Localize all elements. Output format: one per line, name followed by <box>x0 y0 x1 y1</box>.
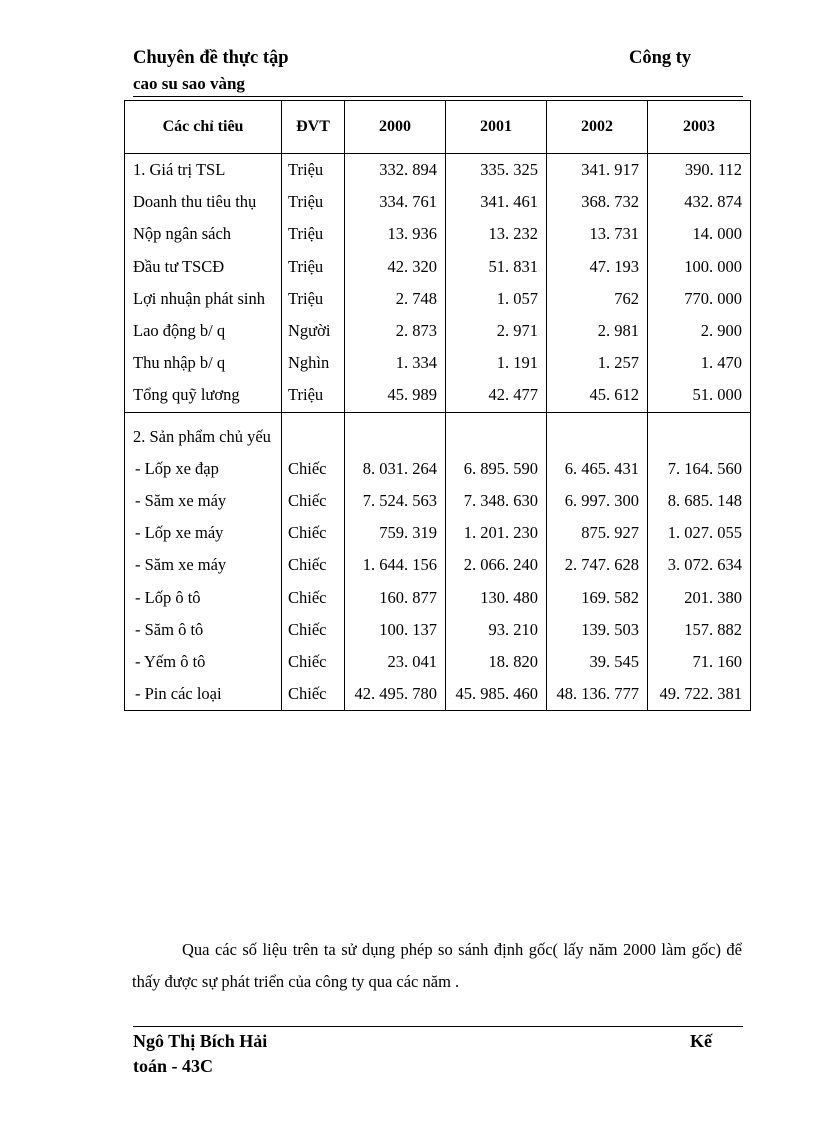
value-cell <box>345 413 445 421</box>
value-cell: 1. 201. 230 <box>463 523 538 543</box>
value-cell: 2. 981 <box>597 321 639 341</box>
unit-cell: Chiếc <box>288 491 327 511</box>
value-cell: 139. 503 <box>581 619 639 639</box>
value-cell: 1. 334 <box>395 353 437 373</box>
table-row <box>125 678 751 711</box>
footer-right: Kế <box>690 1031 712 1051</box>
value-cell: 335. 325 <box>480 160 538 179</box>
table-row <box>125 315 751 347</box>
value-cell: 6. 465. 431 <box>564 458 639 478</box>
footer-divider <box>133 1026 743 1027</box>
unit-cell: Triệu <box>288 256 324 276</box>
table-row <box>125 646 751 678</box>
value-cell: 332. 894 <box>379 160 437 179</box>
value-cell: 762 <box>614 288 639 308</box>
value-cell: 2. 066. 240 <box>463 555 538 575</box>
indicator-name: - Yếm ô tô <box>135 652 206 672</box>
table-row <box>125 379 751 412</box>
value-cell: 18. 820 <box>488 652 538 672</box>
indicator-name: - Săm xe máy <box>135 491 227 511</box>
value-cell <box>547 413 647 421</box>
footer-left: Ngô Thị Bích Hải <box>133 1031 268 1051</box>
value-cell: 157. 882 <box>684 619 742 639</box>
value-cell: 390. 112 <box>684 160 742 179</box>
value-cell: 130. 480 <box>480 587 538 607</box>
column-header: 2001 <box>446 101 547 154</box>
value-cell: 39. 545 <box>589 652 639 672</box>
unit-cell: Chiếc <box>288 523 327 543</box>
table-row <box>125 154 751 187</box>
table-row <box>125 186 751 218</box>
value-cell: 47. 193 <box>589 256 639 276</box>
value-cell: 45. 985. 460 <box>455 684 538 704</box>
value-cell: 2. 971 <box>496 321 538 341</box>
value-cell: 45. 989 <box>387 385 437 405</box>
column-header: ĐVT <box>282 101 345 154</box>
value-cell <box>648 413 750 421</box>
column-header: Các chỉ tiêu <box>125 101 282 154</box>
value-cell: 100. 000 <box>684 256 742 276</box>
value-cell: 6. 895. 590 <box>463 458 538 478</box>
value-cell: 875. 927 <box>581 523 639 543</box>
value-cell: 51. 000 <box>692 385 742 405</box>
value-cell: 13. 936 <box>387 224 437 244</box>
value-cell: 42. 477 <box>488 385 538 405</box>
statistics-table <box>124 100 751 711</box>
unit-cell: Chiếc <box>288 619 327 639</box>
indicator-name: - Lốp xe đạp <box>135 458 219 478</box>
table-header-row <box>125 101 751 154</box>
page-header <box>133 46 743 96</box>
value-cell: 368. 732 <box>581 192 639 212</box>
value-cell: 1. 191 <box>496 353 538 373</box>
value-cell: 1. 057 <box>496 288 538 308</box>
value-cell: 42. 495. 780 <box>354 684 437 704</box>
unit-cell: Triệu <box>288 224 324 244</box>
value-cell: 71. 160 <box>692 652 742 672</box>
value-cell: 14. 000 <box>692 224 742 244</box>
column-header: 2003 <box>648 101 751 154</box>
value-cell: 7. 348. 630 <box>463 491 538 511</box>
value-cell: 100. 137 <box>379 619 437 639</box>
value-cell: 160. 877 <box>379 587 437 607</box>
value-cell: 13. 232 <box>488 224 538 244</box>
value-cell: 770. 000 <box>684 288 742 308</box>
value-cell: 93. 210 <box>488 619 538 639</box>
value-cell: 432. 874 <box>684 192 742 212</box>
unit-cell: Triệu <box>288 192 324 212</box>
indicator-name: - Lốp xe máy <box>135 523 224 543</box>
value-cell: 7. 524. 563 <box>362 491 437 511</box>
value-cell <box>446 413 546 421</box>
value-cell: 8. 685. 148 <box>667 491 742 511</box>
indicator-name: Doanh thu tiêu thụ <box>133 192 257 212</box>
value-cell: 1. 470 <box>700 353 742 373</box>
unit-cell: Triệu <box>288 160 324 179</box>
table-row <box>125 582 751 614</box>
value-cell: 7. 164. 560 <box>667 458 742 478</box>
unit-cell: Chiếc <box>288 652 327 672</box>
unit-cell: Chiếc <box>288 684 327 704</box>
indicator-name: Lao động b/ q <box>133 321 226 341</box>
indicator-name: - Lốp ô tô <box>135 587 201 607</box>
footer-left-line2: toán - 43C <box>133 1056 213 1076</box>
indicator-name: 2. Sản phẩm chủ yếu <box>133 426 271 446</box>
value-cell: 49. 722. 381 <box>659 684 742 704</box>
unit-cell: Người <box>288 321 331 341</box>
unit-cell: Chiếc <box>288 587 327 607</box>
value-cell: 1. 027. 055 <box>667 523 742 543</box>
value-cell: 201. 380 <box>684 587 742 607</box>
table-row <box>125 218 751 250</box>
value-cell: 13. 731 <box>589 224 639 244</box>
table-row <box>125 412 751 453</box>
unit-cell: Triệu <box>288 385 324 405</box>
unit-cell: Chiếc <box>288 555 327 575</box>
value-cell: 1. 257 <box>597 353 639 373</box>
indicator-name: 1. Giá trị TSL <box>133 160 226 179</box>
indicator-name: Lợi nhuận phát sinh <box>133 288 265 308</box>
value-cell: 334. 761 <box>379 192 437 212</box>
value-cell: 45. 612 <box>589 385 639 405</box>
indicator-name: Thu nhập b/ q <box>133 353 226 373</box>
value-cell: 169. 582 <box>581 587 639 607</box>
value-cell: 3. 072. 634 <box>667 555 742 575</box>
value-cell: 2. 900 <box>700 321 742 341</box>
indicator-name: Nộp ngân sách <box>133 224 232 244</box>
value-cell: 6. 997. 300 <box>564 491 639 511</box>
table-row <box>125 517 751 549</box>
header-left-line2: cao su sao vàng <box>133 74 245 93</box>
indicator-name: Tổng quỹ lương <box>133 385 240 405</box>
summary-paragraph: Qua các số liệu trên ta sử dụng phép so sánh định gốc( lấy năm 2000 làm gốc) để thấy được sự phát triển của công ty qua các năm . <box>132 940 742 991</box>
unit-cell <box>282 413 344 421</box>
table-row <box>125 549 751 581</box>
indicator-name: Đầu tư TSCĐ <box>133 256 225 276</box>
value-cell: 23. 041 <box>387 652 437 672</box>
value-cell: 2. 873 <box>395 321 437 341</box>
table-row <box>125 283 751 315</box>
column-header: 2002 <box>547 101 648 154</box>
table-row <box>125 347 751 379</box>
table-row <box>125 614 751 646</box>
value-cell: 1. 644. 156 <box>362 555 437 575</box>
value-cell: 2. 747. 628 <box>564 555 639 575</box>
header-right: Công ty <box>629 48 692 68</box>
unit-cell: Chiếc <box>288 458 327 478</box>
value-cell: 8. 031. 264 <box>362 458 437 478</box>
column-header: 2000 <box>345 101 446 154</box>
header-left: Chuyên đề thực tập <box>133 48 289 68</box>
table-row <box>125 485 751 517</box>
value-cell: 51. 831 <box>488 256 538 276</box>
indicator-name: - Săm ô tô <box>135 619 204 639</box>
value-cell: 42. 320 <box>387 256 437 276</box>
value-cell: 48. 136. 777 <box>556 684 639 704</box>
unit-cell: Nghìn <box>288 353 330 373</box>
value-cell: 2. 748 <box>395 288 437 308</box>
header-divider <box>133 96 743 97</box>
value-cell: 341. 461 <box>480 192 538 212</box>
indicator-name: - Pin các loại <box>135 684 222 704</box>
value-cell: 341. 917 <box>581 160 639 179</box>
table-row <box>125 251 751 283</box>
unit-cell: Triệu <box>288 288 324 308</box>
table-row <box>125 453 751 485</box>
indicator-name: - Săm xe máy <box>135 555 227 575</box>
value-cell: 759. 319 <box>379 523 437 543</box>
